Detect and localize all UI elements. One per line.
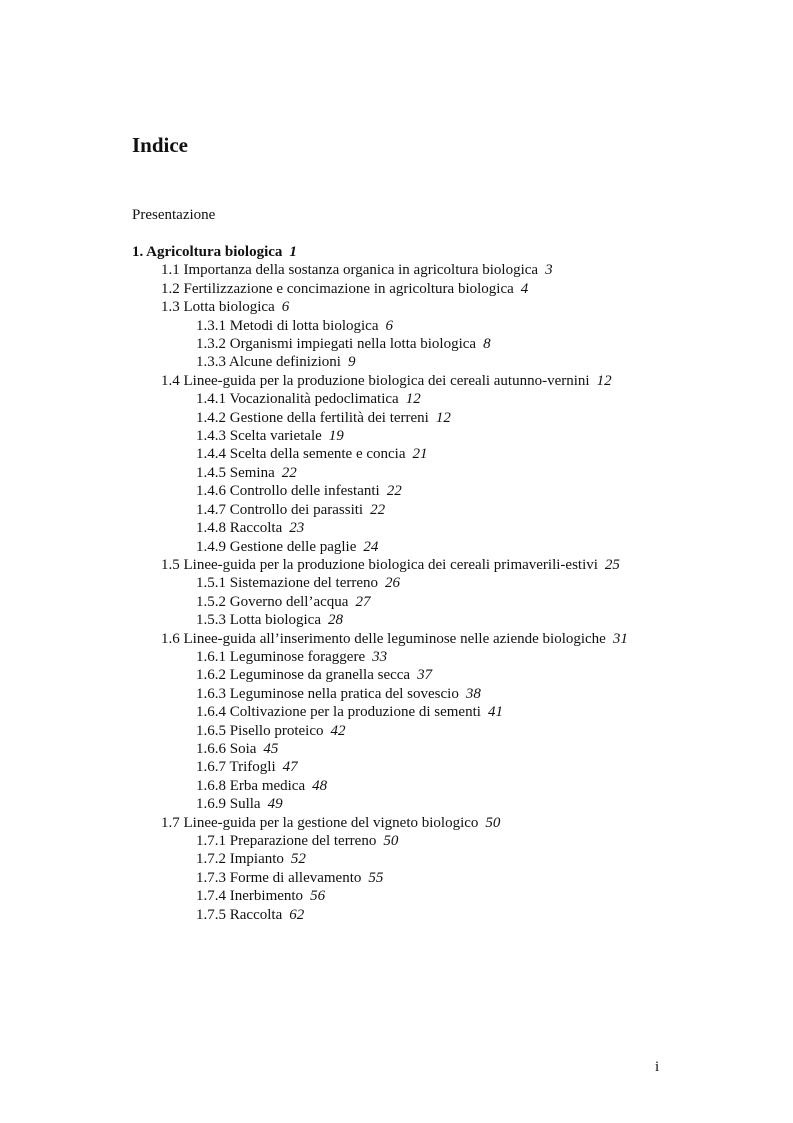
toc-entry-label: 1.6.4 Coltivazione per la produzione di sementi [196,704,481,721]
toc-entry [132,611,732,629]
toc-entry [132,593,732,611]
toc-entry-label: 1.6.3 Leguminose nella pratica del sovescio [196,685,459,702]
toc-entry [132,538,732,556]
toc-entry-page: 1 [289,244,297,260]
toc-entry-label: 1.4.8 Raccolta [196,520,283,537]
toc-entry [132,795,732,813]
toc-entry-label: 1.3 Lotta biologica [161,299,275,316]
toc-entry-label: 1.2 Fertilizzazione e concimazione in agricoltura biologica [161,280,514,297]
toc-entry-page: 42 [330,722,346,739]
toc-entry [132,317,732,335]
toc-entry-label: 1.7 Linee-guida per la gestione del vigneto biologico [161,814,479,831]
toc-entry-label: 1.5.2 Governo dell’acqua [196,593,349,610]
toc-entry-label: 1.3.2 Organismi impiegati nella lotta biologica [196,336,477,353]
toc-entry-page: 12 [405,391,421,408]
toc-entry [132,464,732,482]
toc-entry-label: 1.6.7 Trifogli [196,759,276,776]
toc-entry-page: 50 [383,833,399,849]
toc-entry-label: 1.4.3 Scelta varietale [196,428,322,445]
toc-entry-page: 12 [435,409,451,426]
toc-entry-label: 1.4.5 Semina [196,464,275,481]
toc-entry-page: 4 [520,280,529,297]
toc-entry [132,556,732,574]
toc-entry [132,906,732,924]
toc-entry [132,390,732,408]
toc-entry [132,758,732,776]
toc-entry-label: 1.5.1 Sistemazione del terreno [196,575,379,592]
toc-entry [132,740,732,758]
toc-entry [132,482,732,500]
toc-entry [132,666,732,684]
toc-entry [132,409,732,427]
toc-entry [132,703,732,721]
toc-entry-page: 49 [267,796,283,813]
toc-entry-label: 1.4.4 Scelta della semente e concia [196,446,406,463]
toc-entry-page: 55 [368,869,384,886]
toc-entry-page: 22 [281,464,297,481]
toc-entry-label: 1.4.6 Controllo delle infestanti [196,483,380,500]
toc-entry [132,261,732,279]
toc-entry-label: 1.7.4 Inerbimento [196,888,304,905]
page-number: i [655,1059,660,1075]
toc-entry-page: 25 [604,556,620,573]
toc-entry [132,832,732,850]
toc-entry-label: 1.6.5 Pisello proteico [196,722,324,739]
toc-entry-page: 12 [596,372,612,389]
toc-entry-page: 19 [328,428,344,445]
toc-entry-page: 37 [417,667,433,684]
toc-entry-page: 56 [310,888,326,905]
toc-entry-page: 23 [289,520,305,537]
toc-entry-label: 1.7.2 Impianto [196,851,284,868]
toc-entry [132,722,732,740]
toc-entry-label: 1.6 Linee-guida all’inserimento delle leguminose nelle aziende biologiche [161,630,606,647]
toc-entry-page: 22 [370,501,386,518]
page-title: Indice [132,133,189,157]
toc-entry [132,298,732,316]
toc-entry-page: 62 [289,906,305,923]
toc-entry [132,519,732,537]
toc-entry-label: 1.5.3 Lotta biologica [196,612,321,629]
toc-entry-label: 1.7.1 Preparazione del terreno [196,833,377,849]
toc-entry [132,777,732,795]
toc-entry [132,445,732,463]
toc-entry-label: 1.1 Importanza della sostanza organica in agricoltura biologica [161,262,539,279]
toc-entry-label: 1. Agricoltura biologica [132,244,283,260]
toc-entry [132,427,732,445]
toc-entry [132,574,732,592]
toc-entry-label: 1.4.7 Controllo dei parassiti [196,501,364,518]
toc-entry-label: 1.4.2 Gestione della fertilità dei terreni [196,409,429,426]
toc-entry-page: 26 [385,575,401,592]
toc-entry-label: 1.4 Linee-guida per la produzione biologica dei cereali autunno-vernini [161,372,590,389]
toc-entry-page: 9 [347,354,356,371]
toc-entry-page: 33 [372,648,388,665]
toc-entry-page: 6 [385,317,393,334]
toc-entry-label: 1.6.9 Sulla [196,796,261,813]
toc-entry [132,850,732,868]
toc-entry-page: 41 [487,704,503,721]
toc-entry-label: 1.4.9 Gestione delle paglie [196,538,357,555]
toc-entry [132,869,732,887]
toc-entry-label: 1.6.2 Leguminose da granella secca [196,667,411,684]
toc-entry-page: 47 [282,759,298,776]
toc-entry [132,887,732,905]
toc-entry-page: 22 [386,483,402,500]
toc-entry-label: 1.6.1 Leguminose foraggere [196,648,366,665]
toc-entry-label: 1.4.1 Vocazionalità pedoclimatica [196,391,399,408]
toc-entry [132,280,732,298]
toc-entry-page: 38 [465,685,481,702]
toc-entry [132,243,732,261]
toc-entry-label: 1.6.8 Erba medica [196,777,306,794]
toc-entry [132,335,732,353]
toc-entry [132,372,732,390]
toc-entry-page: 48 [312,777,328,794]
toc-entry-page: 28 [327,612,343,629]
toc-entry [132,630,732,648]
toc-entry [132,648,732,666]
toc-entry-page: 8 [483,336,491,353]
toc-entry-page: 45 [263,740,279,757]
toc-entry-page: 3 [545,262,553,279]
toc-entry-page: 27 [355,593,371,610]
toc-entry-page: 50 [485,814,501,831]
toc-entry [132,685,732,703]
toc-entry-label: 1.3.1 Metodi di lotta biologica [196,317,379,334]
toc-entry-label: 1.3.3 Alcune definizioni [196,354,341,371]
toc-entry-label: 1.7.5 Raccolta [196,906,283,923]
toc-entry-page: 52 [290,851,306,868]
toc-presentation-entry: Presentazione [132,207,216,223]
toc-entry-label: 1.6.6 Soia [196,740,257,757]
toc-entry-page: 6 [281,299,290,316]
toc-entry-page: 21 [412,446,428,463]
toc-entry [132,353,732,371]
toc-entry-page: 24 [363,538,379,555]
toc-entry-page: 31 [612,630,628,647]
toc-entry-label: 1.7.3 Forme di allevamento [196,869,362,886]
toc-entry [132,814,732,832]
table-of-contents [132,243,732,924]
toc-entry-label: 1.5 Linee-guida per la produzione biologica dei cereali primaverili-estivi [161,556,598,573]
toc-entry [132,501,732,519]
